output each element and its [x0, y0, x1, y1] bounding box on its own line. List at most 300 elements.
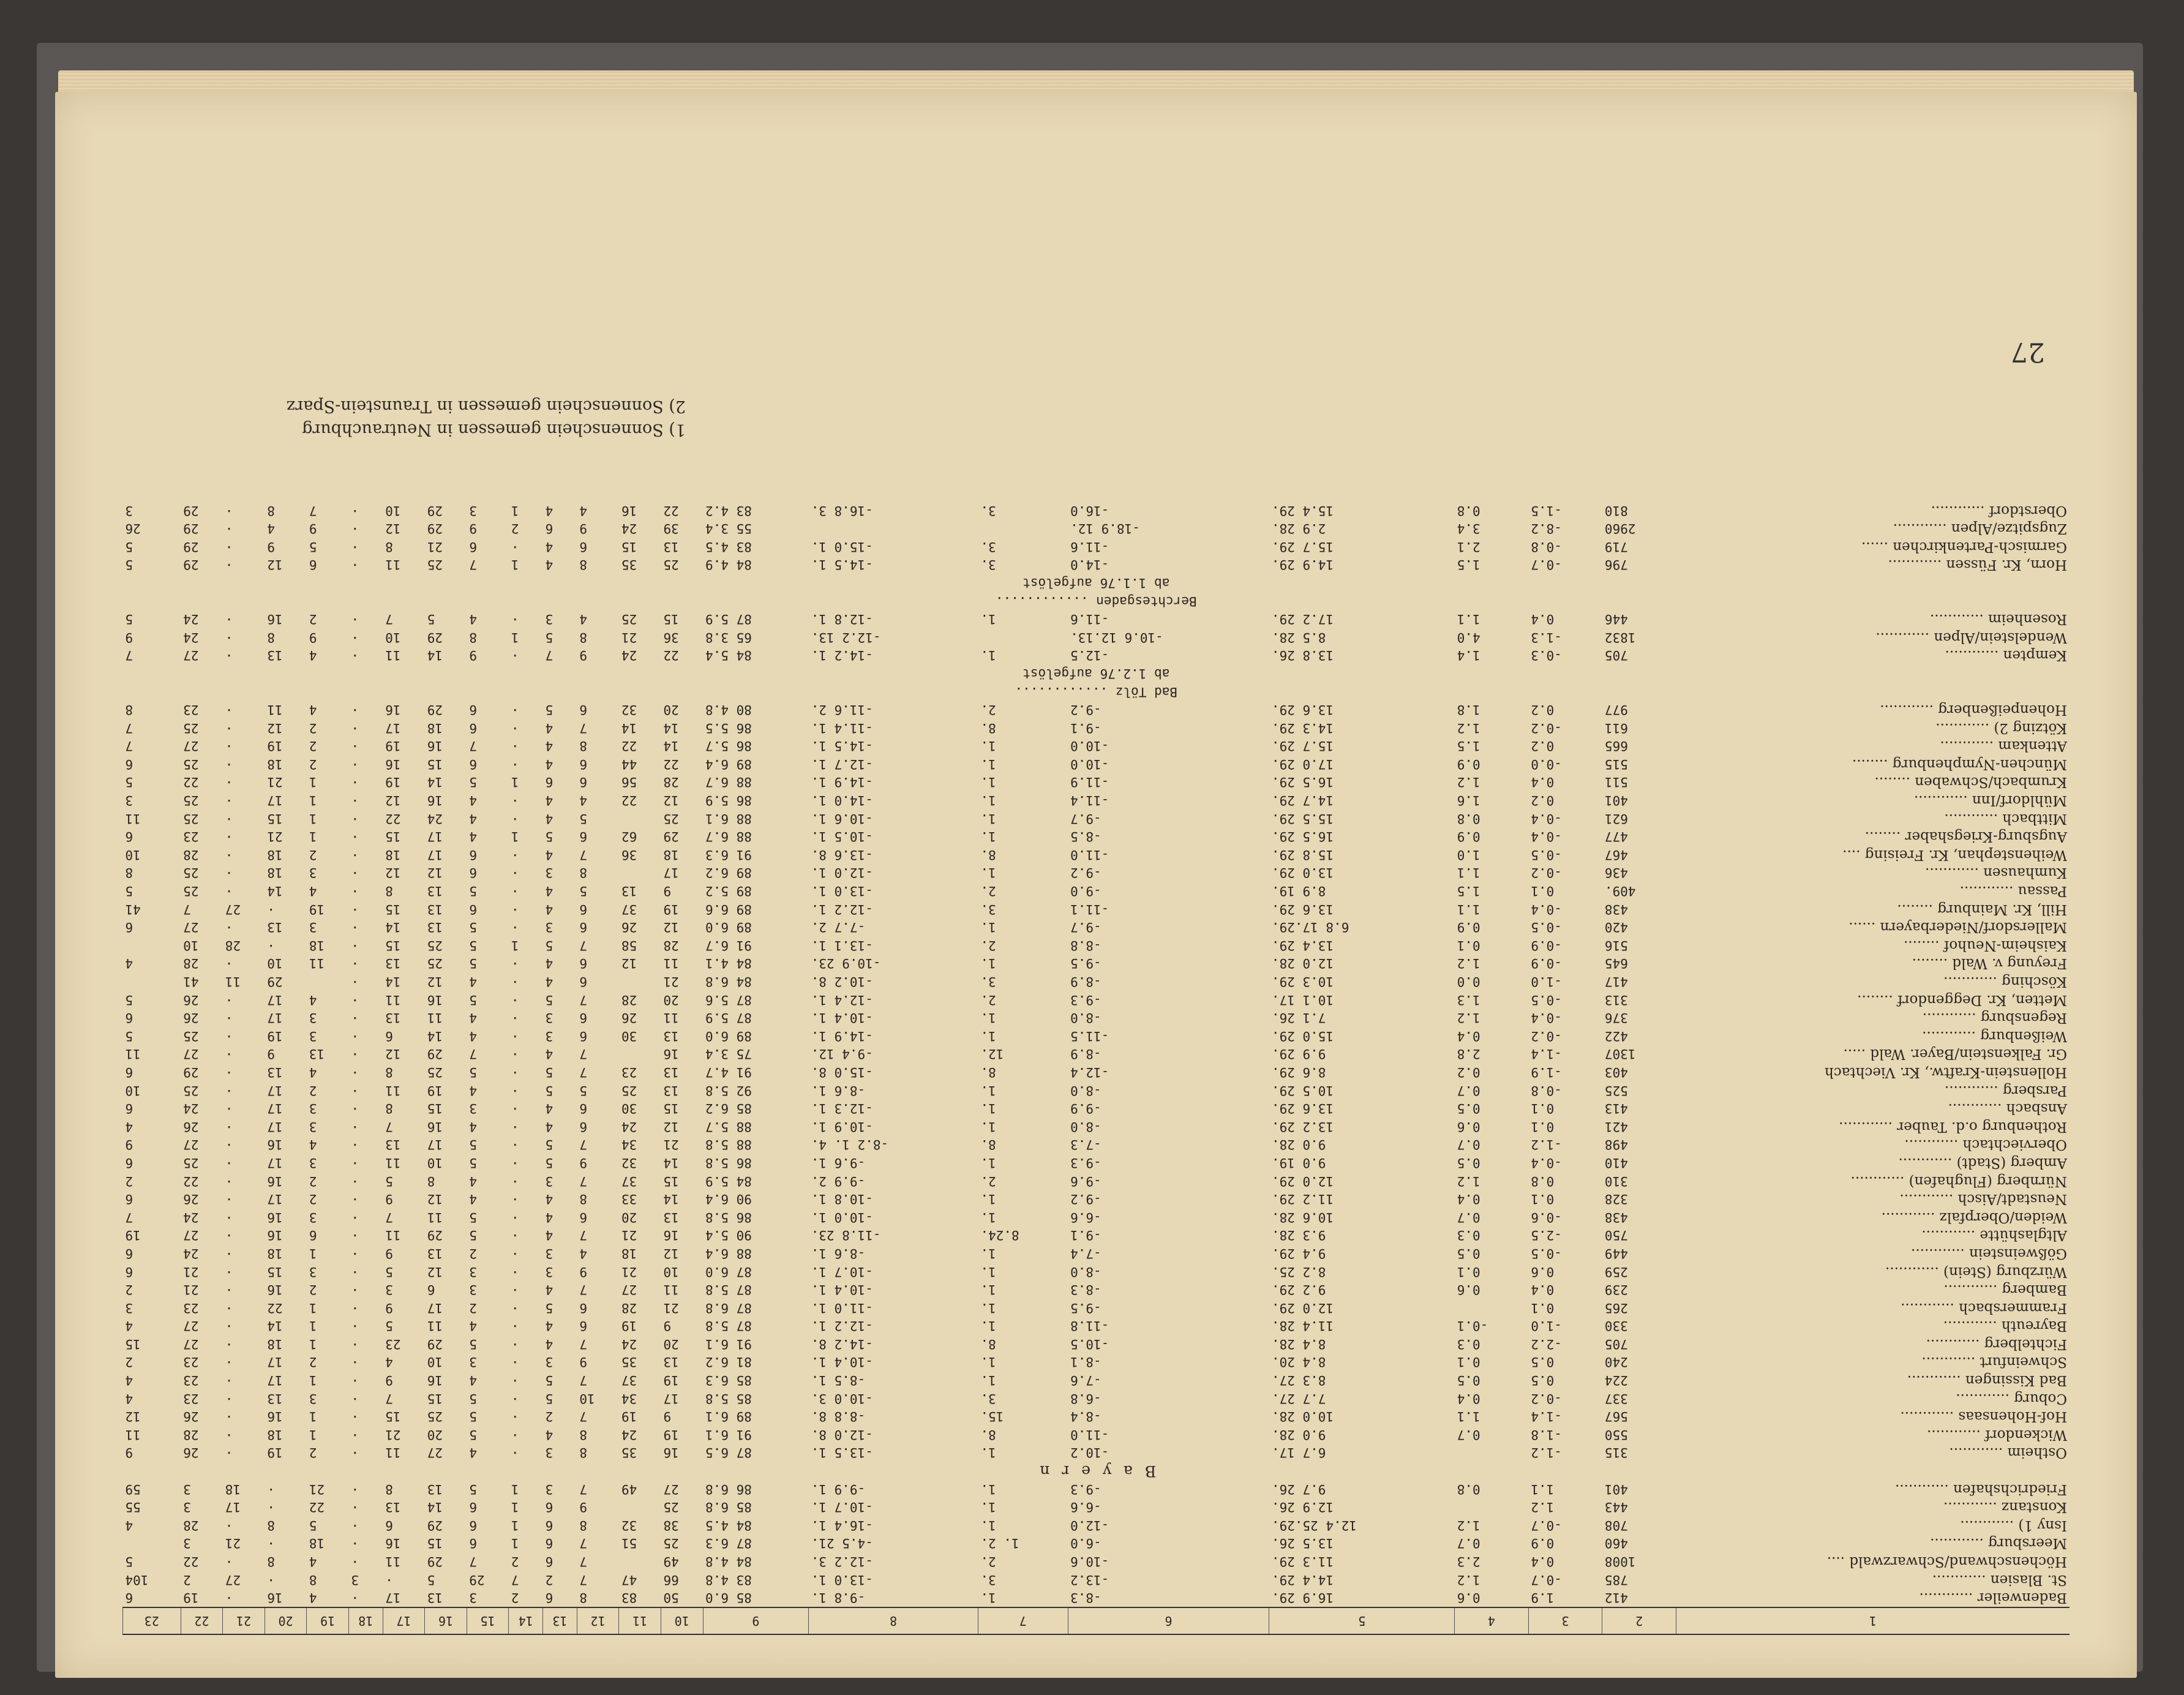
table-cell: 21	[309, 1481, 325, 1497]
table-cell: -0.9	[1531, 956, 1562, 971]
table-cell: 3	[545, 612, 554, 627]
table-cell: 13	[663, 1028, 679, 1043]
table-row	[123, 755, 2070, 773]
station-name: Konstanz ............	[1943, 1499, 2067, 1516]
table-cell: ·	[351, 1047, 359, 1062]
table-cell: ·	[351, 720, 359, 735]
table-cell: 7	[469, 1554, 477, 1569]
table-cell: 6	[579, 920, 588, 935]
table-cell: 1.	[980, 1481, 996, 1497]
table-cell: 10	[427, 1155, 443, 1170]
table-cell: 24	[621, 1427, 637, 1442]
table-cell: 3	[125, 793, 133, 808]
table-cell: 4	[125, 956, 133, 971]
table-cell: ·	[351, 1101, 359, 1116]
table-cell: 5	[125, 775, 133, 790]
table-cell: 6	[579, 1028, 588, 1043]
table-cell: -10.4 1.	[811, 1355, 873, 1370]
table-cell: 4	[125, 1517, 133, 1533]
table-cell: 18	[385, 847, 401, 862]
table-cell: -16.4 1.	[811, 1517, 873, 1533]
table-cell: 29	[183, 1064, 199, 1080]
table-cell: 88 6.4	[705, 1246, 752, 1261]
table-cell: 4.0	[1457, 630, 1480, 645]
table-cell: ·	[225, 1083, 233, 1098]
table-cell: -1.5	[1531, 503, 1562, 518]
table-cell: -0.2	[1531, 1028, 1562, 1043]
table-cell: 5	[469, 938, 477, 953]
table-cell: 84 4.5	[705, 1517, 752, 1533]
table-cell: 9	[579, 521, 588, 536]
table-cell: 16	[267, 1409, 283, 1424]
table-cell: -14.5 1.	[811, 557, 873, 573]
table-cell: 6	[469, 847, 477, 862]
table-cell: -1.2	[1531, 1137, 1562, 1152]
table-cell: 12	[427, 1192, 443, 1207]
table-cell: 7	[579, 1336, 588, 1351]
station-name: Fichtelberg ............	[1926, 1336, 2067, 1352]
table-cell: 22	[663, 503, 679, 518]
table-cell: 3	[545, 1173, 554, 1189]
table-cell: 28	[183, 847, 199, 862]
table-cell: 567	[1604, 1409, 1628, 1424]
table-cell: 1. 2.	[980, 1536, 1019, 1551]
table-cell: 29	[427, 1047, 443, 1062]
table-cell: 0.4	[1531, 1554, 1555, 1569]
table-cell: -0.5	[1531, 847, 1562, 862]
table-cell: 32	[621, 1155, 637, 1170]
table-cell: ·	[225, 1228, 233, 1243]
table-cell: -0.7	[1531, 1517, 1562, 1533]
table-cell: 80 4.8	[705, 702, 752, 718]
table-cell: 7	[385, 612, 393, 627]
station-name: Mallersdorf/Niederbayern ......	[1848, 919, 2067, 936]
table-cell: 89 6.4	[705, 756, 752, 772]
table-cell: -9.9 2.	[811, 1173, 866, 1189]
table-cell: 90 6.4	[705, 1192, 752, 1207]
table-cell: 23	[621, 1064, 637, 1080]
table-cell: 25	[183, 1028, 199, 1043]
table-cell: -11.6 2.	[811, 702, 873, 718]
table-cell: 20	[663, 1336, 679, 1351]
table-cell: 22	[663, 756, 679, 772]
table-cell: 8	[579, 1517, 588, 1533]
table-cell: 477	[1604, 829, 1628, 844]
table-cell: -0.2	[1531, 720, 1562, 735]
table-cell: 3.	[980, 901, 996, 917]
table-cell: 7	[309, 503, 317, 518]
table-cell: ·	[225, 756, 233, 772]
station-name: Bad Kissingen ............	[1907, 1372, 2067, 1389]
table-cell: -9.5	[1070, 956, 1101, 971]
table-cell: 9.0 28.	[1271, 1427, 1326, 1442]
table-cell: 8	[267, 1517, 275, 1533]
table-cell: 11	[427, 1209, 443, 1225]
table-cell: 6	[469, 865, 477, 881]
table-cell: 86 5.5	[705, 720, 752, 735]
table-cell: 611	[1604, 720, 1628, 735]
table-cell: ·	[351, 1318, 359, 1334]
table-cell: -12.2 1.	[811, 901, 873, 917]
station-name: Hollenstein-Kraftw., Kr. Viechtach	[1825, 1064, 2067, 1080]
table-cell: 2	[309, 1445, 317, 1460]
table-cell: 87 6.8	[705, 1300, 752, 1315]
table-cell: 16.5 29.	[1271, 829, 1334, 844]
table-cell: 3	[469, 1355, 477, 1370]
table-cell: 3	[309, 1209, 317, 1225]
table-cell: 3.	[980, 503, 996, 518]
table-cell: 0.5	[1457, 1373, 1480, 1388]
table-cell: 6	[579, 702, 588, 718]
table-cell: 0.1	[1531, 1300, 1555, 1315]
table-cell: 1.2	[1457, 1572, 1480, 1587]
table-cell: 17	[267, 1010, 283, 1026]
table-cell: 708	[1604, 1517, 1628, 1533]
table-header-row	[123, 1607, 2070, 1634]
table-cell: ·	[351, 1517, 359, 1533]
table-cell: 2	[469, 1300, 477, 1315]
table-cell: 7	[385, 1119, 393, 1134]
table-cell: 10.5 29.	[1271, 1083, 1334, 1098]
table-cell: 376	[1604, 1010, 1628, 1026]
table-cell	[809, 519, 978, 538]
table-cell: 25	[183, 720, 199, 735]
table-cell: 4	[545, 756, 554, 772]
column-header-6: 6	[1068, 1607, 1269, 1634]
table-cell: -0.5	[1531, 1246, 1562, 1261]
table-cell: 13.6 29.	[1271, 901, 1334, 917]
table-cell: ·	[351, 1554, 359, 1569]
table-cell: 11.4 28.	[1271, 1318, 1334, 1334]
table-cell: 16	[267, 612, 283, 627]
table-cell: ·	[267, 1572, 275, 1587]
column-header-17: 17	[383, 1607, 425, 1634]
table-cell: 1.8	[1457, 702, 1480, 718]
table-cell: ·	[511, 1101, 519, 1116]
table-cell: -8.0	[1070, 1264, 1101, 1279]
station-name: Würzburg (Stein) ............	[1885, 1263, 2067, 1280]
table-row	[123, 918, 2070, 936]
table-cell: 9.0 28.	[1271, 1137, 1326, 1152]
table-cell: 8.	[980, 1137, 996, 1152]
table-cell: 1.	[980, 1318, 996, 1334]
table-cell: 87 5.8	[705, 1318, 752, 1334]
table-cell: 13	[267, 920, 283, 935]
station-name: Horn, Kr. Füssen ............	[1888, 557, 2067, 573]
table-cell: 6	[579, 756, 588, 772]
table-row	[123, 1371, 2070, 1389]
table-cell: 18	[663, 847, 679, 862]
table-cell: 3	[545, 920, 554, 935]
table-cell: 15.7 29.	[1271, 739, 1334, 754]
table-cell: 1	[309, 1427, 317, 1442]
table-cell: -18.9 12.	[1070, 521, 1140, 536]
station-name: Metten, Kr. Deggendorf ........	[1857, 991, 2067, 1008]
table-cell: 29	[469, 1572, 485, 1587]
table-cell: 4	[545, 1336, 554, 1351]
table-cell: 3	[351, 1572, 359, 1587]
table-cell: 810	[1604, 503, 1628, 518]
station-name: Schweinfurt ............	[1921, 1354, 2067, 1370]
table-cell: 525	[1604, 1083, 1628, 1098]
table-cell: ·	[511, 1228, 519, 1243]
table-cell: 9	[267, 539, 275, 554]
table-cell: 13.0 29.	[1271, 865, 1334, 881]
table-cell: 19	[663, 1373, 679, 1388]
table-cell: 6	[545, 1500, 554, 1515]
table-cell: ·	[225, 775, 233, 790]
table-cell: 7	[579, 1481, 588, 1497]
table-cell: 8	[579, 1590, 588, 1606]
table-cell: 8	[579, 630, 588, 645]
table-body	[123, 502, 2070, 1607]
table-cell: 13	[427, 884, 443, 899]
table-cell: -6.8	[1070, 1391, 1101, 1406]
table-cell: 3	[545, 1028, 554, 1043]
table-cell: 2	[125, 1282, 133, 1298]
table-cell: 443	[1604, 1500, 1628, 1515]
table-cell: 1.1	[1457, 1409, 1480, 1424]
column-header-11: 11	[619, 1607, 661, 1634]
table-row	[123, 610, 2070, 628]
table-cell: 25	[183, 793, 199, 808]
table-cell: 11	[125, 1047, 141, 1062]
table-cell: 5	[125, 992, 133, 1007]
table-cell: 467	[1604, 847, 1628, 862]
table-cell: 29	[183, 521, 199, 536]
table-cell: 9	[267, 1047, 275, 1062]
table-cell: 2.9 28.	[1271, 521, 1326, 536]
table-cell: -12.0 8.	[811, 1427, 873, 1442]
table-cell: 1307	[1604, 1047, 1636, 1062]
table-cell: 16	[427, 739, 443, 754]
table-cell: ·	[351, 1336, 359, 1351]
table-cell: 89 6.1	[705, 1409, 752, 1424]
table-cell: 4	[545, 847, 554, 862]
table-cell: ·	[225, 847, 233, 862]
table-cell: -1.4	[1531, 1409, 1562, 1424]
table-cell: -9.6 1.	[811, 1155, 866, 1170]
table-cell: 719	[1604, 539, 1628, 554]
table-cell: -15.0 1.	[811, 539, 873, 554]
table-cell: 7	[579, 1409, 588, 1424]
table-cell: ·	[225, 1554, 233, 1569]
table-cell: 27	[183, 920, 199, 935]
table-cell: 15	[663, 1173, 679, 1189]
table-cell: 5	[545, 829, 554, 844]
table-cell: -10.8 1.	[811, 1192, 873, 1207]
table-cell: ·	[511, 884, 519, 899]
table-cell: 4	[545, 539, 554, 554]
table-cell: -14.9 1.	[811, 1028, 873, 1043]
table-cell: ·	[351, 1355, 359, 1370]
table-row	[123, 773, 2070, 792]
table-cell: 5	[545, 992, 554, 1007]
table-cell: 14	[663, 739, 679, 754]
table-cell: -14.9 1.	[811, 775, 873, 790]
table-cell: 13	[427, 920, 443, 935]
table-cell: ·	[225, 1300, 233, 1315]
table-cell: 7	[579, 1373, 588, 1388]
table-cell: 10.6 28.	[1271, 1209, 1334, 1225]
table-cell: ·	[351, 1010, 359, 1026]
table-cell: 14	[663, 720, 679, 735]
table-cell: 23	[183, 829, 199, 844]
table-cell: 17	[267, 1083, 283, 1098]
table-cell: 12	[427, 865, 443, 881]
table-cell: 3	[183, 1481, 191, 1497]
table-cell: 20	[663, 992, 679, 1007]
table-cell: 26	[621, 1010, 637, 1026]
table-cell: ·	[225, 720, 233, 735]
table-cell: ·	[351, 775, 359, 790]
table-cell: 21	[621, 1228, 637, 1243]
table-cell	[1455, 1299, 1529, 1317]
table-cell: 1	[511, 503, 519, 518]
table-cell: ·	[225, 1391, 233, 1406]
table-cell: 5	[545, 630, 554, 645]
table-row	[123, 1535, 2070, 1553]
table-cell: 89 6.2	[705, 865, 752, 881]
table-cell: 1.	[980, 1155, 996, 1170]
table-cell: 0.9	[1457, 829, 1480, 844]
table-cell: 1.	[980, 1355, 996, 1370]
table-cell: 515	[1604, 756, 1628, 772]
table-cell: 7	[125, 720, 133, 735]
table-cell: 1.2	[1457, 956, 1480, 971]
table-cell: ·	[225, 612, 233, 627]
table-cell: -10.6 1.	[811, 811, 873, 826]
table-cell: ·	[511, 811, 519, 826]
table-cell: 1.	[980, 829, 996, 844]
table-cell: 3	[125, 1300, 133, 1315]
station-name: Wendelstein/Alpen ............	[1875, 629, 2067, 645]
table-cell: 17	[385, 720, 401, 735]
table-row	[123, 846, 2070, 864]
table-cell: 13	[663, 1064, 679, 1080]
table-cell: -0.0	[1531, 756, 1562, 772]
table-cell: 2	[309, 1282, 317, 1298]
table-cell: 0.7	[1457, 1427, 1480, 1442]
table-cell: 12	[427, 974, 443, 990]
table-cell: 4	[469, 1083, 477, 1098]
table-cell: 4	[385, 1355, 393, 1370]
table-cell: ·	[351, 1064, 359, 1080]
table-cell: 5	[125, 1028, 133, 1043]
table-cell: 8.5 28.	[1271, 630, 1326, 645]
table-cell: ·	[351, 1228, 359, 1243]
table-cell: 16	[267, 1209, 283, 1225]
table-cell: 6	[579, 1300, 588, 1315]
table-cell: 19	[621, 1409, 637, 1424]
table-cell: ·	[225, 1409, 233, 1424]
table-cell: -13.2	[1070, 1572, 1109, 1587]
table-cell: 5	[469, 775, 477, 790]
table-cell: 4	[545, 1119, 554, 1134]
table-cell: 9.3 28.	[1271, 1228, 1326, 1243]
column-header-13: 13	[543, 1607, 577, 1634]
table-cell: 14	[427, 775, 443, 790]
table-cell: 4	[469, 793, 477, 808]
table-cell: 16	[385, 756, 401, 772]
table-cell: 17	[427, 1137, 443, 1152]
table-cell: 1.	[980, 1246, 996, 1261]
table-cell: 9	[125, 1137, 133, 1152]
table-cell: 7	[511, 1572, 519, 1587]
table-cell: 89 5.2	[705, 884, 752, 899]
table-cell: ·	[225, 1119, 233, 1134]
table-cell: 90 5.4	[705, 1228, 752, 1243]
table-cell: -10.2	[1070, 1445, 1109, 1460]
table-cell: ·	[225, 1427, 233, 1442]
table-cell: 1.	[980, 1209, 996, 1225]
table-row	[123, 1552, 2070, 1571]
table-cell: 8.	[980, 720, 996, 735]
table-cell: 6	[545, 1517, 554, 1533]
table-cell: 1.1	[1457, 612, 1480, 627]
table-cell: 6	[579, 1209, 588, 1225]
table-cell: 3	[309, 865, 317, 881]
table-cell: 6	[469, 702, 477, 718]
table-cell: 8	[385, 1101, 393, 1116]
table-cell: 11	[663, 956, 679, 971]
table-cell: 420	[1604, 920, 1628, 935]
station-name: St. Blasien ............	[1932, 1571, 2067, 1588]
table-cell: 6	[545, 1590, 554, 1606]
table-cell: 8	[579, 1427, 588, 1442]
table-cell: -0.5	[1531, 992, 1562, 1007]
table-row	[123, 900, 2070, 919]
table-cell: ·	[351, 1427, 359, 1442]
station-name: Oberviechtach ............	[1904, 1137, 2067, 1153]
station-name: Mittbach ............	[1944, 810, 2067, 827]
table-cell: 11	[267, 702, 283, 718]
table-cell: 13	[663, 1083, 679, 1098]
table-cell: 0.1	[1457, 1355, 1480, 1370]
station-name: Garmisch-Partenkirchen ......	[1861, 538, 2067, 555]
table-cell: 0.4	[1457, 1391, 1480, 1406]
table-cell: 16	[427, 1373, 443, 1388]
table-cell: 29	[183, 539, 199, 554]
table-cell: 27	[183, 1228, 199, 1243]
table-row	[123, 1027, 2070, 1045]
table-cell: ·	[351, 1192, 359, 1207]
table-cell: 1.5	[1457, 884, 1480, 899]
table-cell: -11.5	[1070, 1028, 1109, 1043]
table-cell: -8.0	[1070, 1083, 1101, 1098]
table-cell: ·	[511, 847, 519, 862]
table-cell: ·	[351, 756, 359, 772]
table-cell: 2	[511, 1554, 519, 1569]
table-cell: 0.4	[1457, 1192, 1480, 1207]
table-cell: 2	[309, 847, 317, 862]
table-cell: 21	[663, 1137, 679, 1152]
table-cell: 1.	[980, 956, 996, 971]
table-cell: -11.6	[1070, 539, 1109, 554]
table-cell: 1	[309, 1300, 317, 1315]
table-row	[123, 1118, 2070, 1136]
table-cell: 6	[579, 539, 588, 554]
table-cell: 35	[621, 557, 637, 573]
table-cell: -9.4 12.	[811, 1047, 873, 1062]
table-cell: 83 4.5	[705, 539, 752, 554]
table-cell: 2.	[980, 992, 996, 1007]
table-cell: 6	[469, 720, 477, 735]
table-cell: ·	[351, 702, 359, 718]
table-cell: -8.3	[1070, 1590, 1101, 1606]
table-row	[123, 1353, 2070, 1372]
table-cell: 29	[427, 1228, 443, 1243]
